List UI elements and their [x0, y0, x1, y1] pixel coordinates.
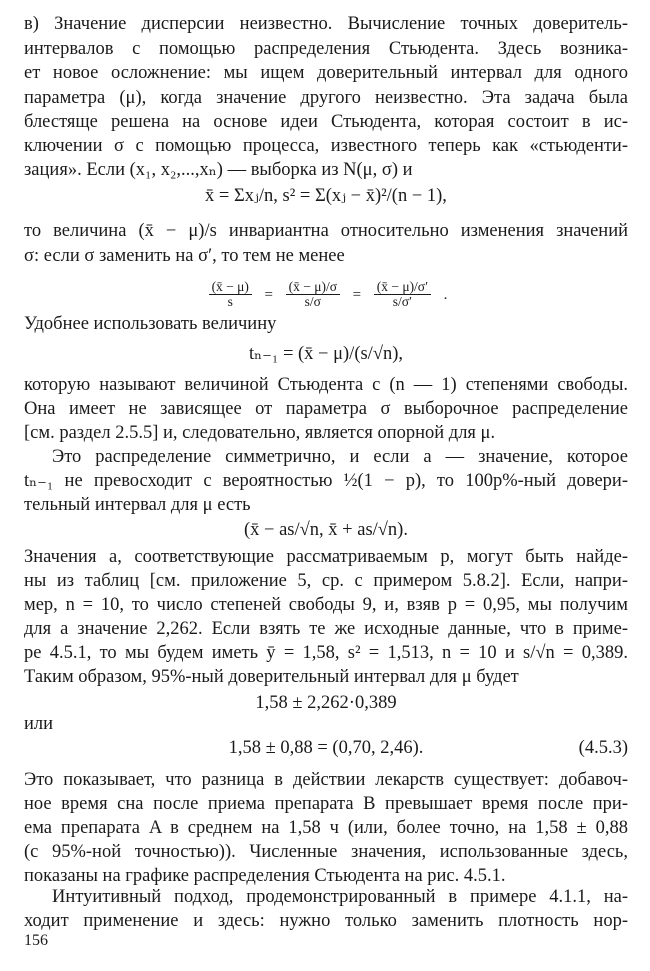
fraction-denominator: s — [227, 294, 233, 310]
text-line: зация». Если (x₁, x₂,...,xₙ) — выборка из N(μ, σ) и — [24, 160, 413, 180]
formula-interval-computation: 1,58 ± 2,262·0,389 — [255, 693, 397, 713]
text-line: показаны на графике распределения Стьюдента на рис. 4.5.1. — [24, 866, 506, 886]
text-line: мер, n = 10, то число степеней свободы 9, и, взяв p = 0,95, мы получим — [24, 595, 628, 615]
fraction — [209, 280, 252, 309]
formula-student-statistic: tₙ₋₁ = (x̄ − μ)/(s/√n), — [248, 344, 404, 364]
fraction-denominator: s/σ — [304, 294, 321, 310]
fraction — [374, 280, 431, 309]
formula-interval-result: 1,58 ± 0,88 = (0,70, 2,46). — [228, 738, 424, 758]
text-line: или — [24, 714, 54, 734]
text-line: Значения a, соответствующие рассматриваемым p, могут быть найде- — [24, 547, 628, 567]
text-line: параметра (μ), когда значение другого неизвестно. Эта задача была — [24, 88, 628, 108]
text-line: (с 95%-ной точностью)). Численные значения, использованные здесь, — [24, 842, 628, 862]
equals-sign: = — [352, 286, 362, 303]
text-line: в) Значение дисперсии неизвестно. Вычисление точных доверитель- — [24, 14, 628, 34]
formula-sample-mean-variance: x̄ = Σxⱼ/n, s² = Σ(xⱼ − x̄)²/(n − 1), — [205, 186, 447, 206]
text-line: Это показывает, что разница в действии лекарств существует: добавоч- — [24, 770, 628, 790]
page-number: 156 — [24, 932, 48, 949]
text-line: ема препарата A в среднем на 1,58 ч (или, более точно, на 1,58 ± 0,88 — [24, 818, 628, 838]
text-line: тельный интервал для μ есть — [24, 495, 251, 515]
text-line: ключении σ с помощью процесса, известного теперь как «стьюденти- — [24, 136, 628, 156]
period: . — [443, 286, 448, 303]
text-line: σ: если σ заменить на σ′, то тем не менее — [24, 246, 345, 266]
formula-invariance — [24, 278, 628, 311]
text-line: [см. раздел 2.5.5] и, следовательно, является опорной для μ. — [24, 423, 496, 443]
text-line: Удобнее использовать величину — [24, 314, 277, 334]
fraction-denominator: s/σ′ — [392, 294, 412, 310]
text-line: которую называют величиной Стьюдента с (n — 1) степенями свободы. — [24, 375, 628, 395]
fraction — [286, 280, 340, 309]
text-line: то величина (x̄ − μ)/s инвариантна относительно изменения значений — [24, 221, 628, 241]
text-line: Интуитивный подход, продемонстрированный в примере 4.1.1, на- — [52, 887, 628, 907]
text-line: ет новое осложнение: мы ищем доверительный интервал для одного — [24, 63, 628, 83]
text-line: ре 4.5.1, то мы будем иметь ȳ = 1,58, s² = 1,513, n = 10 и s/√n = 0,389. — [24, 643, 628, 663]
fraction-numerator: (x̄ − μ)/σ — [286, 280, 340, 295]
text-line: Это распределение симметрично, и если a — значение, которое — [52, 447, 628, 467]
text-line: Таким образом, 95%-ный доверительный интервал для μ будет — [24, 667, 519, 687]
text-line: ны из таблиц [см. приложение 5, ср. с примером 5.8.2]. Если, напри- — [24, 571, 628, 591]
text-line: Она имеет не зависящее от параметра σ выборочное распределение — [24, 399, 628, 419]
formula-confidence-interval: (x̄ − as/√n, x̄ + as/√n). — [244, 520, 408, 540]
fraction-numerator: (x̄ − μ)/σ′ — [374, 280, 431, 295]
text-line: ходит применение и здесь: нужно только заменить плотность нор- — [24, 911, 628, 931]
text-line: блестяще решена на основе идеи Стьюдента, которая состоит в ис- — [24, 112, 628, 132]
text-line: ное время сна после приема препарата B превышает время после при- — [24, 794, 628, 814]
text-line: интервалов с помощью распределения Стьюдента. Здесь возника- — [24, 39, 628, 59]
equation-number: (4.5.3) — [578, 738, 628, 758]
equals-sign: = — [264, 286, 273, 303]
text-line: tₙ₋₁ не превосходит с вероятностью ½(1 − p), то 100p%-ный довери- — [24, 471, 628, 491]
text-line: для a значение 2,262. Если взять те же исходные данные, что в приме- — [24, 619, 628, 639]
fraction-numerator: (x̄ − μ) — [209, 280, 252, 295]
